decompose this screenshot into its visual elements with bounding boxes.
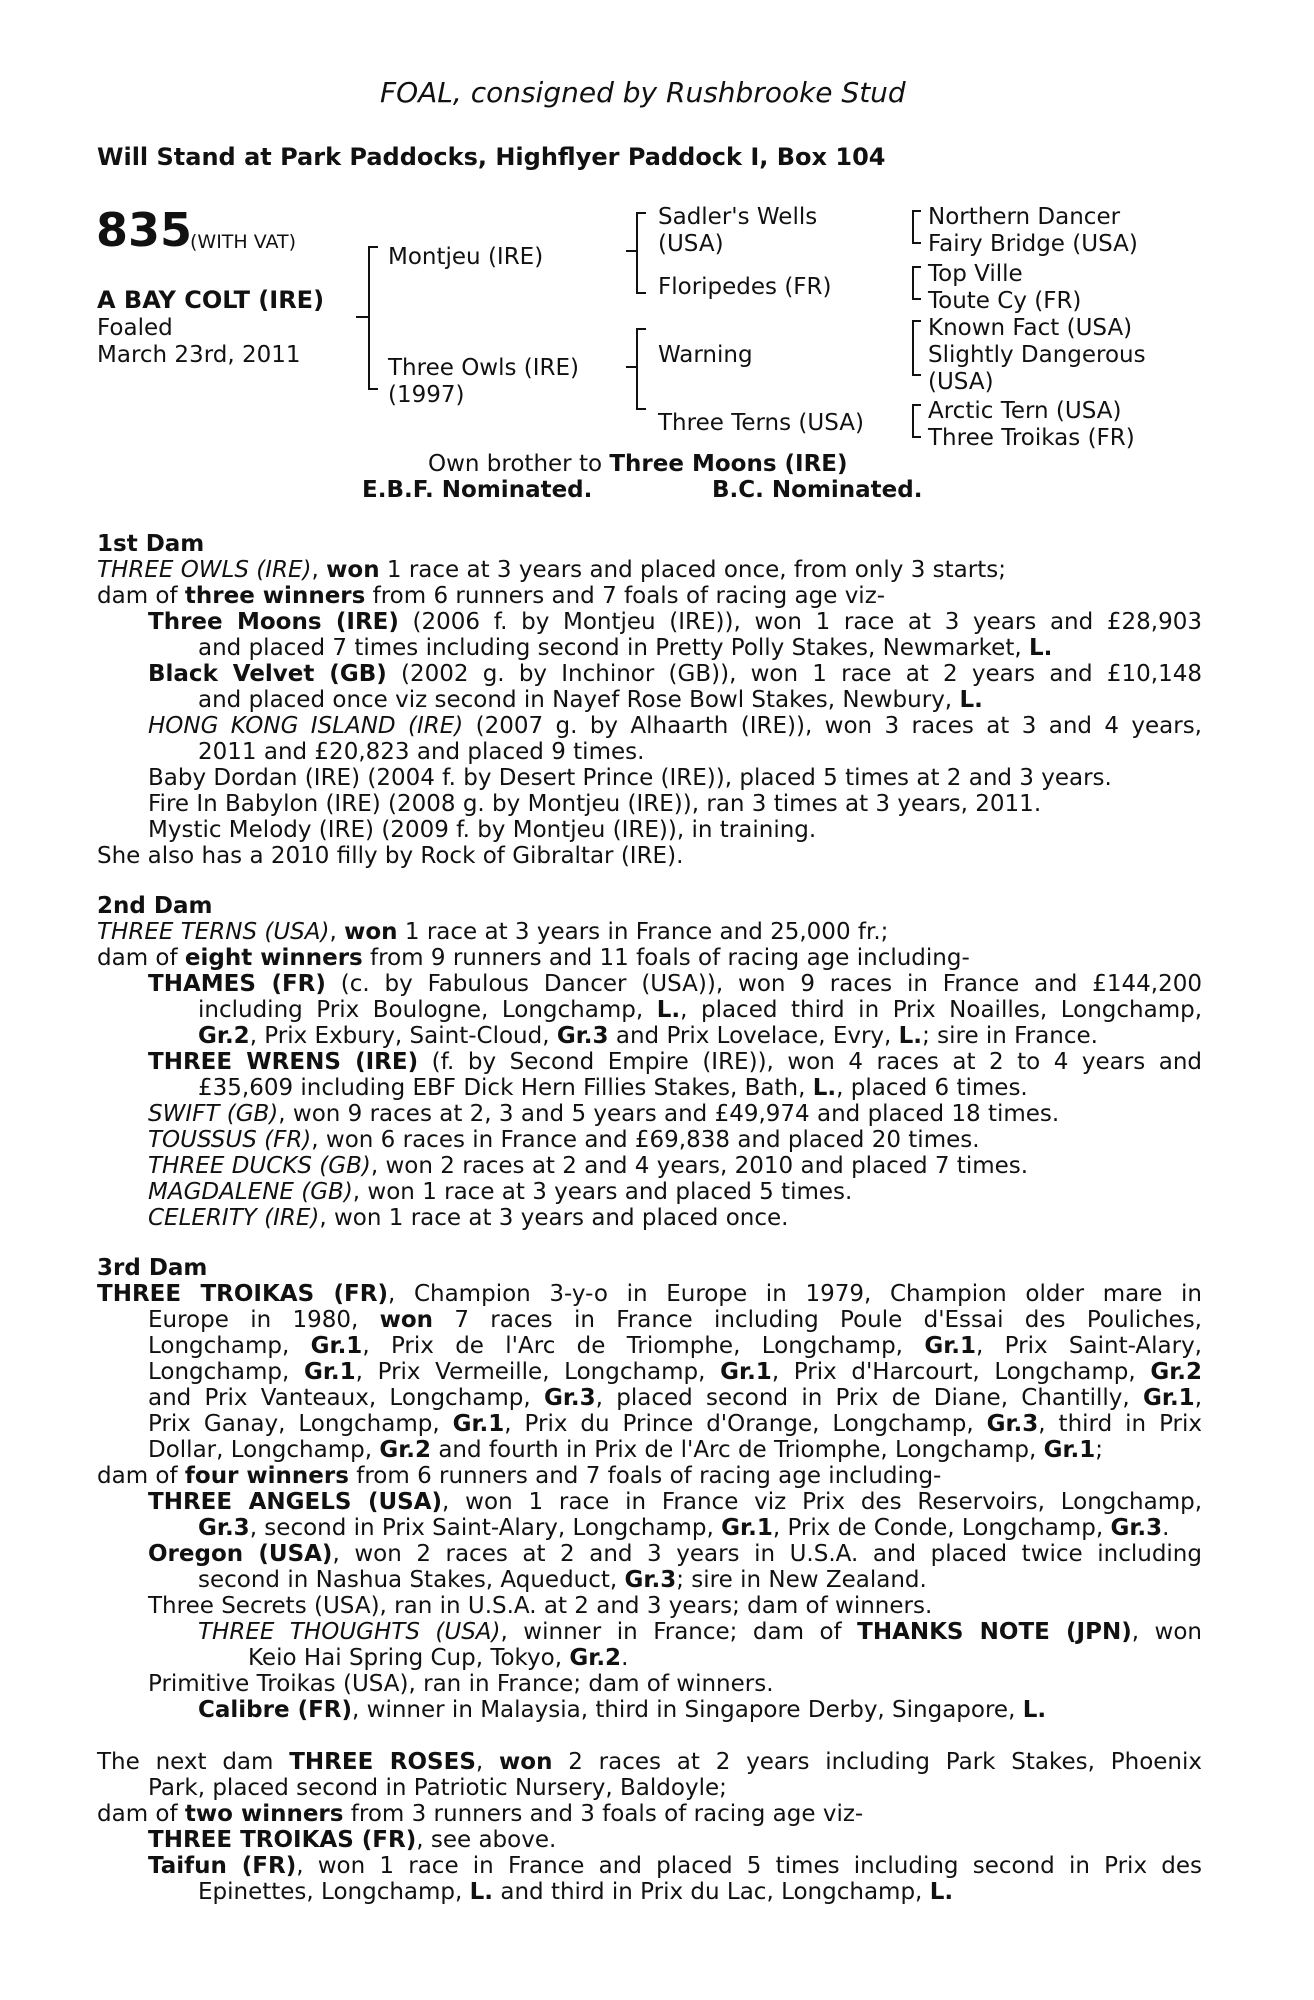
pedigree-sire-dam: Floripedes (FR): [658, 274, 832, 300]
dam3-entry-three-thoughts: THREE THOUGHTS (USA), winner in France; dam of THANKS NOTE (JPN), won: [198, 1619, 1202, 1645]
dam1-produce: dam of three winners from 6 runners and 7 foals of racing age viz-: [97, 583, 886, 609]
dam3-line-3: Longchamp, Gr.1, Prix de l'Arc de Triomphe, Longchamp, Gr.1, Prix Saint-Alary,: [148, 1333, 1202, 1359]
dam3-produce: dam of four winners from 6 runners and 7 foals of racing age including-: [97, 1463, 942, 1489]
pedigree-sdd: Toute Cy (FR): [928, 288, 1082, 314]
foaled-label: Foaled: [97, 315, 173, 341]
dam1-entry-hong-kong-island: HONG KONG ISLAND (IRE) (2007 g. by Alhaarth (IRE)), won 3 races at 3 and 4 years,: [148, 713, 1202, 739]
dam2-entry-three-ducks: THREE DUCKS (GB), won 2 races at 2 and 4 years, 2010 and placed 7 times.: [148, 1153, 1029, 1179]
dam1-entry-three-moons-cont: and placed 7 times including second in Pretty Polly Stakes, Newmarket, L.: [198, 635, 1053, 661]
pedigree-bracket-sd: [912, 266, 921, 300]
pedigree-ddd: Three Troikas (FR): [928, 425, 1135, 451]
pedigree-bracket-dam: [636, 328, 646, 410]
pedigree-bracket-ds: [912, 320, 921, 376]
dam3-entry-calibre: Calibre (FR), winner in Malaysia, third in Singapore Derby, Singapore, L.: [198, 1697, 1047, 1723]
dam3-entry-primitive-troikas: Primitive Troikas (USA), ran in France; dam of winners.: [148, 1671, 774, 1697]
dam2-heading: 2nd Dam: [97, 893, 213, 919]
pedigree-sds: Top Ville: [928, 261, 1023, 287]
horse-name: A BAY COLT (IRE): [97, 286, 325, 314]
bc-nomination: B.C. Nominated.: [712, 477, 923, 503]
dam3-entry-oregon-cont: second in Nashua Stakes, Aqueduct, Gr.3; sire in New Zealand.: [198, 1567, 927, 1593]
dam3-entry-three-thoughts-cont: Keio Hai Spring Cup, Tokyo, Gr.2.: [248, 1645, 629, 1671]
dam3-line-2: Europe in 1980, won 7 races in France including Poule d'Essai des Pouliches,: [148, 1307, 1202, 1333]
pedigree-bracket-sire-point: [626, 250, 638, 252]
nextdam-entry-taifun: Taifun (FR), won 1 race in France and placed 5 times including second in Prix des: [148, 1853, 1202, 1879]
dam1-entry-three-moons: Three Moons (IRE) (2006 f. by Montjeu (IRE)), won 1 race at 3 years and £28,903: [148, 609, 1202, 635]
dam2-entry-thames: THAMES (FR) (c. by Fabulous Dancer (USA)), won 9 races in France and £144,200: [148, 971, 1202, 997]
dam1-entry-baby-dordan: Baby Dordan (IRE) (2004 f. by Desert Prince (IRE)), placed 5 times at 2 and 3 years.: [148, 765, 1112, 791]
nextdam-entry-taifun-cont: Epinettes, Longchamp, L. and third in Prix du Lac, Longchamp, L.: [198, 1879, 954, 1905]
dam3-entry-three-secrets: Three Secrets (USA), ran in U.S.A. at 2 and 3 years; dam of winners.: [148, 1593, 933, 1619]
dam3-line-1: THREE TROIKAS (FR), Champion 3-y-o in Europe in 1979, Champion older mare in: [97, 1281, 1203, 1307]
dam3-line-4: Longchamp, Gr.1, Prix Vermeille, Longchamp, Gr.1, Prix d'Harcourt, Longchamp, Gr.2: [148, 1359, 1202, 1385]
pedigree-dam-dam: Three Terns (USA): [658, 410, 864, 436]
dam2-entry-toussus: TOUSSUS (FR), won 6 races in France and £69,838 and placed 20 times.: [148, 1127, 980, 1153]
pedigree-bracket-dam-point: [626, 366, 638, 368]
pedigree-dam-sire: Warning: [658, 342, 753, 368]
dam2-summary: THREE TERNS (USA), won 1 race at 3 years in France and 25,000 fr.;: [97, 919, 889, 945]
dam3-heading: 3rd Dam: [97, 1255, 208, 1281]
nextdam-entry-three-troikas: THREE TROIKAS (FR), see above.: [148, 1827, 557, 1853]
pedigree-dsd: Slightly Dangerous: [928, 342, 1146, 368]
pedigree-dsd-country: (USA): [928, 369, 994, 395]
own-brother-line: Own brother to Three Moons (IRE): [428, 451, 848, 477]
dam2-entry-swift: SWIFT (GB), won 9 races at 2, 3 and 5 years and £49,974 and placed 18 times.: [148, 1101, 1060, 1127]
dam3-entry-oregon: Oregon (USA), won 2 races at 2 and 3 years in U.S.A. and placed twice including: [148, 1541, 1202, 1567]
pedigree-sire: Montjeu (IRE): [388, 244, 544, 270]
pedigree-bracket-dd: [912, 404, 921, 438]
dam1-entry-hong-kong-island-cont: 2011 and £20,823 and placed 9 times.: [198, 739, 645, 765]
dam2-entry-thames-cont2: Gr.2, Prix Exbury, Saint-Cloud, Gr.3 and Prix Lovelace, Evry, L.; sire in France.: [198, 1023, 1098, 1049]
stand-location: Will Stand at Park Paddocks, Highflyer Paddock I, Box 104: [97, 143, 886, 171]
pedigree-bracket-sire: [636, 212, 646, 294]
dam1-summary: THREE OWLS (IRE), won 1 race at 3 years and placed once, from only 3 starts;: [97, 557, 1006, 583]
dam2-entry-three-wrens: THREE WRENS (IRE) (f. by Second Empire (IRE)), won 4 races at 2 to 4 years and: [148, 1049, 1202, 1075]
pedigree-bracket-main: [368, 246, 378, 390]
vat-note: (WITH VAT): [190, 231, 297, 253]
dam1-entry-black-velvet-cont: and placed once viz second in Nayef Rose Bowl Stakes, Newbury, L.: [198, 687, 983, 713]
dam3-entry-three-angels-cont: Gr.3, second in Prix Saint-Alary, Longchamp, Gr.1, Prix de Conde, Longchamp, Gr.3.: [198, 1515, 1170, 1541]
pedigree-dss: Known Fact (USA): [928, 315, 1133, 341]
page-title: FOAL, consigned by Rushbrooke Stud: [380, 76, 906, 109]
pedigree-dam-year: (1997): [388, 382, 465, 408]
dam1-heading: 1st Dam: [97, 531, 205, 557]
dam1-entry-fire-in-babylon: Fire In Babylon (IRE) (2008 g. by Montjeu (IRE)), ran 3 times at 3 years, 2011.: [148, 791, 1042, 817]
pedigree-bracket-ss: [912, 210, 921, 244]
dam3-line-7: Dollar, Longchamp, Gr.2 and fourth in Prix de l'Arc de Triomphe, Longchamp, Gr.1;: [148, 1437, 1104, 1463]
nextdam-line-1: The next dam THREE ROSES, won 2 races at 2 years including Park Stakes, Phoenix: [97, 1749, 1202, 1775]
pedigree-dam: Three Owls (IRE): [388, 355, 580, 381]
lot-number: 835: [96, 203, 193, 257]
dam1-note: She also has a 2010 filly by Rock of Gibraltar (IRE).: [97, 843, 684, 869]
pedigree-dds: Arctic Tern (USA): [928, 398, 1122, 424]
dam2-entry-three-wrens-cont: £35,609 including EBF Dick Hern Fillies Stakes, Bath, L., placed 6 times.: [198, 1075, 1028, 1101]
ebf-nomination: E.B.F. Nominated.: [362, 477, 593, 503]
pedigree-sire-sire: Sadler's Wells: [658, 204, 818, 230]
dam2-entry-thames-cont1: including Prix Boulogne, Longchamp, L., placed third in Prix Noailles, Longchamp,: [198, 997, 1203, 1023]
nextdam-line-2: Park, placed second in Patriotic Nursery, Baldoyle;: [148, 1775, 727, 1801]
dam3-line-5: and Prix Vanteaux, Longchamp, Gr.3, placed second in Prix de Diane, Chantilly, Gr.1,: [148, 1385, 1202, 1411]
pedigree-sire-sire-country: (USA): [658, 231, 724, 257]
dam1-entry-black-velvet: Black Velvet (GB) (2002 g. by Inchinor (GB)), won 1 race at 2 years and £10,148: [148, 661, 1202, 687]
dam3-entry-three-angels: THREE ANGELS (USA), won 1 race in France viz Prix des Reservoirs, Longchamp,: [148, 1489, 1203, 1515]
own-brother-name: Three Moons (IRE): [609, 451, 848, 477]
pedigree-ssd: Fairy Bridge (USA): [928, 231, 1138, 257]
foaled-date: March 23rd, 2011: [97, 342, 301, 368]
dam3-line-6: Prix Ganay, Longchamp, Gr.1, Prix du Prince d'Orange, Longchamp, Gr.3, third in Prix: [148, 1411, 1202, 1437]
pedigree-sss: Northern Dancer: [928, 204, 1121, 230]
pedigree-bracket-main-point: [356, 316, 368, 318]
dam2-produce: dam of eight winners from 9 runners and 11 foals of racing age including-: [97, 945, 970, 971]
dam2-entry-celerity: CELERITY (IRE), won 1 race at 3 years and placed once.: [148, 1205, 789, 1231]
dam1-entry-mystic-melody: Mystic Melody (IRE) (2009 f. by Montjeu (IRE)), in training.: [148, 817, 817, 843]
dam2-entry-magdalene: MAGDALENE (GB), won 1 race at 3 years and placed 5 times.: [148, 1179, 853, 1205]
nextdam-produce: dam of two winners from 3 runners and 3 foals of racing age viz-: [97, 1801, 864, 1827]
